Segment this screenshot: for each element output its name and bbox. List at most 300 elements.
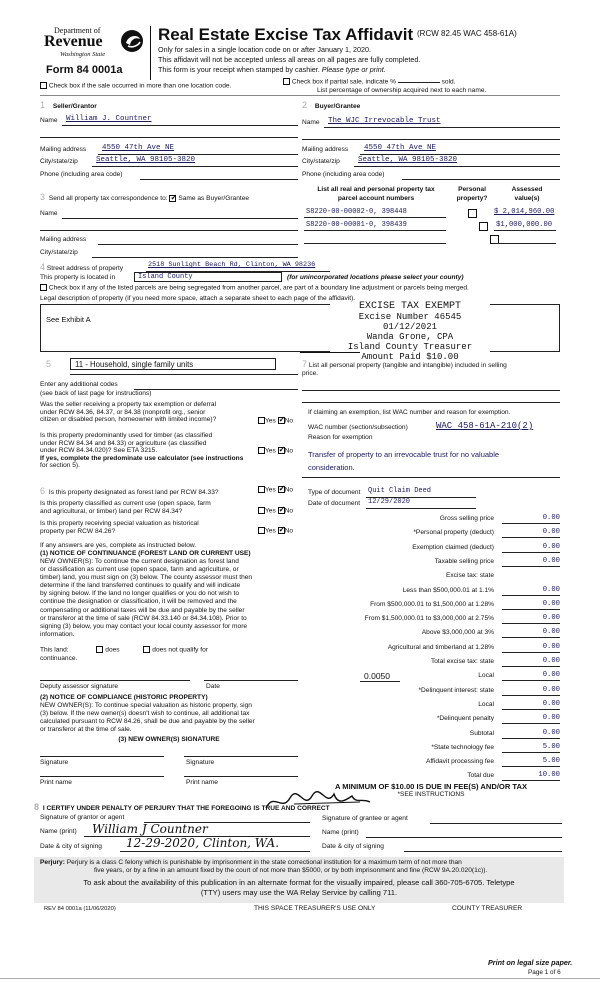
doc-date-field[interactable]: 12/29/2020 xyxy=(368,498,411,506)
calc-row-line xyxy=(502,609,560,610)
forest-no-checkbox[interactable] xyxy=(278,486,285,493)
calc-row-line xyxy=(502,652,560,653)
owner-print-label-1: Print name xyxy=(40,779,72,786)
perjury-text-b: five years, or by a fine in an amount fixed by the court of not more than $5000, or by both imprisonment and fine (RCW 9A.20.020(1c)). xyxy=(94,867,488,874)
calc-row-value[interactable]: 0.00 xyxy=(542,599,560,608)
q1-line1: Was the seller receiving a property tax exemption or deferral xyxy=(40,401,217,408)
stamp-line1: EXCISE TAX EXEMPT xyxy=(358,301,462,312)
buyer-city-line xyxy=(354,166,560,167)
q2-line1: Is this property predominantly used for timber (as classified xyxy=(40,432,213,439)
segregated-checkbox[interactable] xyxy=(40,284,47,291)
correspondence-row xyxy=(40,192,249,202)
buyer-name-field[interactable]: The WJC Irrevocable Trust xyxy=(328,117,441,125)
parcel-header-account-l1: List all real and personal property tax xyxy=(317,186,435,193)
hist-yes-label: Yes xyxy=(265,527,276,535)
parcel-value-line-2 xyxy=(494,230,556,231)
calc-row xyxy=(302,657,560,669)
calc-row-line xyxy=(502,709,560,710)
local-rate-value: 0.0050 xyxy=(364,671,390,682)
n1-line-2: or classification as current use (open space, farm and agriculture, or xyxy=(40,566,239,574)
parcel-account-1[interactable]: S8220-00-00002-0, 398448 xyxy=(306,208,407,216)
calc-row xyxy=(302,743,560,755)
owner-sig-line-1[interactable] xyxy=(40,756,164,757)
subtitle-3 xyxy=(158,65,386,74)
buyer-city-label: City/state/zip xyxy=(302,158,340,165)
section-number-6: 6 xyxy=(40,486,46,496)
legal-paper-note: Print on legal size paper. xyxy=(488,958,573,967)
historic-question xyxy=(40,520,199,535)
reason-line-rule xyxy=(302,477,560,478)
document-info xyxy=(308,486,560,510)
parcel-header-account-l2: parcel account numbers xyxy=(337,194,415,202)
n1-line-1: NEW OWNER(S): To continue the current designation as forest land xyxy=(40,558,239,565)
stamp-line4: Wanda Grone, CPA xyxy=(366,332,454,342)
hist-line1: Is this property receiving special valuation as historical xyxy=(40,520,199,527)
calc-row-label: From $500,000.01 to $1,500,000 at 1.28% xyxy=(370,600,494,608)
seller-city-line xyxy=(92,166,298,167)
page-number: Page 1 of 6 xyxy=(528,969,561,976)
q2-no-label: No xyxy=(284,447,294,455)
calc-row-value[interactable]: 0.00 xyxy=(542,714,560,723)
partial-sale-checkbox[interactable] xyxy=(283,78,290,85)
doc-date-label: Date of document xyxy=(308,500,361,507)
corr-city-label: City/state/zip xyxy=(40,249,78,256)
partial-percent-field[interactable] xyxy=(398,82,440,83)
q2-line3: under RCW 84.34.020)? See ETA 3215. xyxy=(40,447,158,455)
calc-row xyxy=(302,671,560,683)
calc-row xyxy=(302,600,560,612)
n2-line-2: (3) below. If the new owner(s) doesn't wish to continue, all additional tax xyxy=(40,710,250,718)
legal-desc-value: See Exhibit A xyxy=(46,315,91,324)
q1-answers xyxy=(258,417,293,424)
certify-text: I CERTIFY UNDER PENALTY OF PERJURY THAT THE FOREGOING IS TRUE AND CORRECT xyxy=(42,805,330,812)
calc-row-value[interactable]: 5.00 xyxy=(542,742,560,751)
q1-no-label: No xyxy=(284,417,294,425)
reason-label: Reason for exemption xyxy=(308,434,373,441)
land-use-select[interactable] xyxy=(70,358,276,370)
dept-line1: Department of xyxy=(54,26,101,35)
calc-row-line xyxy=(502,752,560,753)
calc-row-value[interactable]: 0.00 xyxy=(542,671,560,680)
grantor-date-line xyxy=(120,851,310,852)
local-rate-line xyxy=(360,681,400,682)
grantor-signature-scribble xyxy=(264,790,374,816)
forest-no-label: No xyxy=(284,486,294,494)
cu-no-checkbox[interactable] xyxy=(278,507,285,514)
pp-line-1[interactable] xyxy=(302,390,560,391)
forest-yes-checkbox[interactable] xyxy=(258,486,265,493)
buyer-phone-label: Phone (including area code) xyxy=(302,171,385,178)
calc-row-value[interactable]: 0.00 xyxy=(542,685,560,694)
parcel-header-account xyxy=(302,186,450,203)
corr-blank-line xyxy=(40,230,298,231)
owner-sig-line-2[interactable] xyxy=(184,756,298,757)
does-not-label: does not qualify for xyxy=(152,646,208,654)
seller-name-field[interactable]: William J. Countner xyxy=(66,115,152,123)
located-label: This property is located in xyxy=(40,274,116,281)
county-select-value: Island County xyxy=(138,273,193,281)
buyer-name-label: Name xyxy=(302,119,320,126)
wac-label: WAC number (section/subsection) xyxy=(308,424,408,431)
additional-codes-label: Enter any additional codes xyxy=(40,381,118,388)
q2-no-checkbox[interactable] xyxy=(278,447,285,454)
deputy-sig-line[interactable] xyxy=(40,680,190,681)
calc-row-line xyxy=(502,523,560,524)
cu-yes-label: Yes xyxy=(265,507,276,515)
forest-yes-label: Yes xyxy=(265,486,276,494)
grantee-name-line[interactable] xyxy=(366,837,562,838)
grantor-name-label: Name (print) xyxy=(40,828,77,835)
seller-phone-label: Phone (including area code) xyxy=(40,171,123,178)
calc-row-label: Affidavit processing fee xyxy=(425,758,494,766)
calc-row-label: From $1,500,000.01 to $3,000,000 at 2.75% xyxy=(364,615,494,623)
calc-row-label: *Delinquent interest: state xyxy=(418,686,494,694)
same-as-buyer-checkbox[interactable] xyxy=(169,195,176,202)
cu-no-label: No xyxy=(284,507,294,515)
owner-print-line-1[interactable] xyxy=(40,776,164,777)
hist-no-checkbox[interactable] xyxy=(278,527,285,534)
calc-row xyxy=(302,628,560,640)
parcel-header-personal-l1: Personal xyxy=(458,186,486,193)
deputy-sig-label: Deputy assessor signature xyxy=(40,683,119,690)
seller-city-field[interactable]: Seattle, WA 98105-3820 xyxy=(96,156,196,164)
n1-line-10: information. xyxy=(40,630,75,638)
calc-row-value[interactable]: 0.00 xyxy=(542,528,560,537)
q2-line5: for section 5). xyxy=(40,462,80,470)
partial-sale-label: Check box if partial sale, indicate % xyxy=(291,78,396,86)
correspondence-section xyxy=(40,190,298,262)
forest-answers xyxy=(258,486,293,493)
parcel-header-value xyxy=(496,186,558,203)
personal-property-row xyxy=(302,360,507,378)
calc-row-value[interactable]: 0.00 xyxy=(542,657,560,665)
calc-row-value[interactable]: 10.00 xyxy=(538,771,560,780)
calc-row-value[interactable]: 5.00 xyxy=(542,757,560,766)
calc-row xyxy=(302,571,560,583)
multi-location-checkbox[interactable] xyxy=(40,82,47,89)
corr-address-label: Mailing address xyxy=(40,236,87,243)
pp-line-2[interactable] xyxy=(302,402,560,403)
stamp-rule xyxy=(300,352,360,353)
q1-yes-label: Yes xyxy=(265,417,276,425)
calc-row-label: Total excise tax: state xyxy=(430,658,494,665)
land-use-value: 11 - Household, single family units xyxy=(75,360,194,369)
calc-row-value[interactable]: 0.00 xyxy=(542,628,560,637)
calc-row-label: *Personal property (deduct) xyxy=(413,529,494,537)
calc-row xyxy=(302,528,560,540)
segregated-label: Check box if any of the listed parcels are being segregated from another parcel, are part of a boundary line adjustment or parcels being merged. xyxy=(48,284,469,292)
buyer-section xyxy=(302,100,560,180)
buyer-phone-line[interactable] xyxy=(402,179,560,180)
calc-row xyxy=(302,543,560,555)
calc-row-value[interactable]: 0.00 xyxy=(542,614,560,623)
new-owner-signature-title: (3) NEW OWNER(S) SIGNATURE xyxy=(118,736,220,743)
buyer-name-line xyxy=(324,127,560,128)
grantor-date-label: Date & city of signing xyxy=(40,843,102,850)
tax-calculation xyxy=(302,514,560,784)
minimum-notice: A MINIMUM OF $10.00 IS DUE IN FEE(S) AND/OR TAX xyxy=(334,782,528,791)
calc-row-value[interactable]: 0.00 xyxy=(542,514,560,522)
parcel-value-2[interactable]: $1,000,000.00 xyxy=(496,221,553,229)
reason-line2[interactable]: consideration. xyxy=(308,463,355,472)
perjury-text-a: Perjury is a class C felony which is punishable by imprisonment in the state correctional institution for a maximum term of not more than xyxy=(66,859,462,866)
grantee-date-line[interactable] xyxy=(404,851,562,852)
doc-type-field[interactable]: Quit Claim Deed xyxy=(368,487,432,495)
forest-section xyxy=(40,486,298,790)
forest-question xyxy=(40,486,219,496)
hist-line2: property per RCW 84.26? xyxy=(40,527,116,535)
header-divider xyxy=(150,26,151,80)
seller-address-line xyxy=(98,154,298,155)
hist-no-label: No xyxy=(284,527,294,535)
section-number-4: 4 xyxy=(40,262,46,272)
seller-address-label: Mailing address xyxy=(40,146,87,153)
pp-line1 xyxy=(302,360,507,370)
revision-label: REV 84 0001a (11/06/2020) xyxy=(44,906,116,912)
parcel-personal-checkbox-2[interactable] xyxy=(479,222,488,231)
n1-line-5: by signing below. If the land no longer qualifies or you do not wish to xyxy=(40,590,240,598)
doc-type-label: Type of document xyxy=(308,489,361,496)
top-rule xyxy=(40,95,560,96)
calc-row-value[interactable]: 0.00 xyxy=(542,728,560,737)
calc-row-line xyxy=(502,695,560,696)
treasurer-use-label: THIS SPACE TREASURER'S USE ONLY xyxy=(254,905,376,912)
stamp-line2: Excise Number 46545 xyxy=(358,312,462,322)
cu-line1: Is this property classified as current use (open space, farm xyxy=(40,500,211,507)
n1-line-4: determine if the land transferred continues to qualify and will indicate xyxy=(40,582,241,590)
n2-line-1: NEW OWNER(S): To continue special valuation as historic property, sign xyxy=(40,702,252,709)
calc-row xyxy=(302,643,560,655)
does-not-checkbox[interactable] xyxy=(143,646,150,653)
form-title: Real Estate Excise Tax Affidavit xyxy=(158,25,414,44)
dept-line3: Washington State xyxy=(60,51,106,58)
see-instructions: *SEE INSTRUCTIONS xyxy=(397,791,465,798)
corr-name-line[interactable] xyxy=(62,218,298,219)
parcel-personal-checkbox-1[interactable] xyxy=(468,209,477,218)
street-label: Street address of property xyxy=(46,265,124,272)
same-as-buyer-label: Same as Buyer/Grantee xyxy=(178,195,250,202)
perjury-band xyxy=(34,857,564,903)
does-label: does xyxy=(105,646,120,654)
n1-line-8: or transferor at the time of sale (RCW 84.33.140 or 84.34.108). Prior to xyxy=(40,614,247,622)
seller-phone-line[interactable] xyxy=(140,179,298,180)
owner-sig-label-2: Signature xyxy=(186,759,215,766)
header xyxy=(0,0,600,95)
buyer-address-field[interactable]: 4550 47th Ave NE xyxy=(364,144,437,152)
calc-row-line xyxy=(502,723,560,724)
parcel-account-2[interactable]: S8220-00-00001-0, 398439 xyxy=(306,221,407,229)
pp-text-a: List all personal property (tangible and intangible) included in selling xyxy=(308,362,507,369)
corr-address-line[interactable] xyxy=(98,244,298,245)
calc-row xyxy=(302,614,560,626)
subtitle-3-italic: Please type or print. xyxy=(321,65,386,74)
calc-row xyxy=(302,757,560,769)
perjury-bold: Perjury: xyxy=(40,859,65,866)
stamp-line3: 01/12/2021 xyxy=(382,322,437,332)
stamp-line5: Island County Treasurer xyxy=(347,342,473,352)
parcel-value-line-3[interactable] xyxy=(494,243,556,244)
forest-question-text: Is this property designated as forest land per RCW 84.33? xyxy=(48,489,219,496)
deputy-date-line[interactable] xyxy=(204,680,298,681)
exemption-label: If claiming an exemption, list WAC number and reason for exemption. xyxy=(308,409,511,416)
additional-codes-line[interactable] xyxy=(134,389,298,390)
multi-location-row xyxy=(40,82,231,89)
q1-line2: under RCW 84.36, 84.37, or 84.38 (nonprofit org., senior xyxy=(40,408,206,416)
county-select[interactable] xyxy=(134,272,282,282)
calc-row-label: Less than $500,000.01 at 1.1% xyxy=(402,586,494,594)
buyer-city-field[interactable]: Seattle, WA 98105-3820 xyxy=(358,156,458,164)
buyer-heading xyxy=(302,100,360,110)
corr-city-line[interactable] xyxy=(92,257,298,258)
if-any-yes: If any answers are yes, complete as instructed below. xyxy=(40,542,197,549)
dept-line2: Revenue xyxy=(44,33,103,50)
stamp-line6: Amount Paid $10.00 xyxy=(361,352,459,362)
calc-row-line xyxy=(502,666,560,667)
calc-row-line xyxy=(502,738,560,739)
q1-yes-checkbox[interactable] xyxy=(258,417,265,424)
parcel-header-value-l1: Assessed xyxy=(511,186,543,193)
buyer-address-line xyxy=(360,154,560,155)
calc-row-value[interactable]: 0.00 xyxy=(542,642,560,651)
calc-row xyxy=(302,586,560,598)
subtitle-1: Only for sales in a single location code on or after January 1, 2020. xyxy=(158,45,371,54)
ask-line1: To ask about the availability of this publication in an alternate format for the visually impaired, please call 360-705-6705. Teletype xyxy=(83,878,515,887)
personal-property-section xyxy=(302,358,560,488)
notice-compliance-title: (2) NOTICE OF COMPLIANCE (HISTORIC PROPERTY) xyxy=(40,694,208,701)
calc-row-line xyxy=(502,552,560,553)
corr-name-label: Name xyxy=(40,210,58,217)
parcel-line-3[interactable] xyxy=(304,243,446,244)
partial-sale-sold: sold. xyxy=(441,78,456,86)
exemption-question xyxy=(40,401,216,424)
calc-row xyxy=(302,514,560,526)
section-number-3: 3 xyxy=(40,192,46,202)
pp-text-b: price. xyxy=(302,370,319,377)
owner-sig-label-1: Signature xyxy=(40,759,69,766)
notice-compliance-body xyxy=(40,702,255,734)
perjury-line1 xyxy=(40,859,462,866)
calc-row-label: *Delinquent penalty xyxy=(436,715,494,723)
grantee-sig-line[interactable] xyxy=(430,823,562,824)
calc-row-line xyxy=(502,623,560,624)
calc-row-value[interactable]: 0.00 xyxy=(542,699,560,708)
calc-row-value[interactable]: 0.00 xyxy=(542,556,560,565)
this-land-label: This land: xyxy=(40,646,69,654)
parcel-table xyxy=(302,186,560,252)
owner-print-label-2: Print name xyxy=(186,779,218,786)
owner-print-line-2[interactable] xyxy=(184,776,298,777)
unincorporated-note: (for unincorporated locations please select your county) xyxy=(287,274,464,281)
calc-row-value[interactable]: 0.00 xyxy=(542,585,560,594)
calc-row-line xyxy=(502,537,560,538)
parcel-value-1[interactable]: $ 2,014,960.00 xyxy=(494,208,555,216)
section-number-5: 5 xyxy=(46,359,52,369)
does-checkbox[interactable] xyxy=(96,646,103,653)
cu-line2: and agricultural, or timber) land per RCW 84.34? xyxy=(40,507,183,515)
seller-name-label: Name xyxy=(40,117,58,124)
seller-section xyxy=(40,100,298,180)
q2-yes-checkbox[interactable] xyxy=(258,447,265,454)
cu-yes-checkbox[interactable] xyxy=(258,507,265,514)
calc-row-line xyxy=(502,766,560,767)
deputy-date-label: Date xyxy=(206,683,220,690)
q2-yes-label: Yes xyxy=(265,447,276,455)
subtitle-3-text: This form is your receipt when stamped by cashier. xyxy=(158,65,320,74)
this-land-row xyxy=(40,646,208,653)
calc-row-label: Excise tax: state xyxy=(445,572,494,580)
wac-field[interactable]: WAC 458-61A-210(2) xyxy=(436,421,534,431)
grantee-name-label: Name (print) xyxy=(322,829,359,836)
historic-answers xyxy=(258,527,293,534)
calc-row xyxy=(302,714,560,726)
calc-row-line xyxy=(502,637,560,638)
segregated-row xyxy=(40,284,469,291)
ask-line2: (TTY) users may use the WA Relay Service by calling 711. xyxy=(200,888,398,897)
calc-row-label: Agricultural and timberland at 1.28% xyxy=(387,643,494,651)
exempt-stamp xyxy=(330,302,490,362)
dor-swirl-icon xyxy=(118,29,146,55)
q1-line3: citizen or disabled person, homeowner with limited income)? xyxy=(40,416,217,424)
buyer-heading-text: Buyer/Grantee xyxy=(314,103,361,110)
hist-yes-checkbox[interactable] xyxy=(258,527,265,534)
n1-line-9: signing (3) below, you may contact your local county assessor for more xyxy=(40,622,248,630)
notice-continuance-title: (1) NOTICE OF CONTINUANCE (FOREST LAND OR CURRENT USE) xyxy=(40,550,251,557)
form-statute: (RCW 82.45 WAC 458-61A) xyxy=(417,29,517,38)
grantee-date-label: Date & city of signing xyxy=(322,843,384,850)
q1-no-checkbox[interactable] xyxy=(278,417,285,424)
land-use-section xyxy=(40,358,298,470)
reason-line1[interactable]: Transfer of property to an irrevocable trust for no valuable xyxy=(308,450,500,459)
timber-question xyxy=(40,432,243,470)
subtitle-2: This affidavit will not be accepted unless all areas on all pages are fully completed. xyxy=(158,55,421,64)
correspondence-text: Send all property tax correspondence to: xyxy=(48,195,168,202)
parcel-header-personal xyxy=(452,186,492,203)
buyer-address-label: Mailing address xyxy=(302,146,349,153)
n2-line-4: or transferor at the time of sale. xyxy=(40,726,132,734)
multi-location-label: Check box if the sale occurred in more than one location code. xyxy=(48,82,232,90)
grantor-sig-label: Signature of grantor or agent xyxy=(40,814,125,821)
calc-row-label: Local xyxy=(478,700,494,708)
section-number-7: 7 xyxy=(302,359,308,369)
calc-row-line xyxy=(502,680,560,681)
grantor-name-value[interactable]: William J Countner xyxy=(92,822,208,836)
n2-line-3: calculated pursuant to RCW 84.26, shall be due and payable by the seller xyxy=(40,718,255,726)
parcel-line-2 xyxy=(304,230,446,231)
calc-row-label: Above $3,000,000 at 3% xyxy=(421,629,494,637)
current-use-answers xyxy=(258,507,293,514)
street-field[interactable]: 2518 Sunlight Beach Rd, Clinton, WA 98236 xyxy=(148,261,316,269)
calc-row xyxy=(302,729,560,741)
seller-heading-text: Seller/Grantor xyxy=(52,103,97,110)
section-number-1: 1 xyxy=(40,100,46,110)
grantor-date-value[interactable]: 12-29-2020, Clinton, WA. xyxy=(126,836,280,850)
n1-line-6: continue the designation or classification, it will be removed and the xyxy=(40,598,237,606)
land-use-underline xyxy=(70,374,298,375)
see-back-note: (see back of last page for instructions) xyxy=(40,390,152,397)
doc-date-line xyxy=(366,508,476,509)
seller-name-line xyxy=(62,125,298,126)
calc-row-value[interactable]: 0.00 xyxy=(542,542,560,551)
seller-city-label: City/state/zip xyxy=(40,158,78,165)
seller-address-field[interactable]: 4550 47th Ave NE xyxy=(102,144,175,152)
seller-heading xyxy=(40,100,97,110)
section-number-2: 2 xyxy=(302,100,308,110)
q2-answers xyxy=(258,447,293,454)
n1-line-3: timber) land, you must sign on (3) below. The county assessor must then xyxy=(40,574,253,582)
calc-row-line xyxy=(502,566,560,567)
grantee-sig-label: Signature of grantee or agent xyxy=(322,815,408,822)
seller-blank-line xyxy=(40,137,298,138)
